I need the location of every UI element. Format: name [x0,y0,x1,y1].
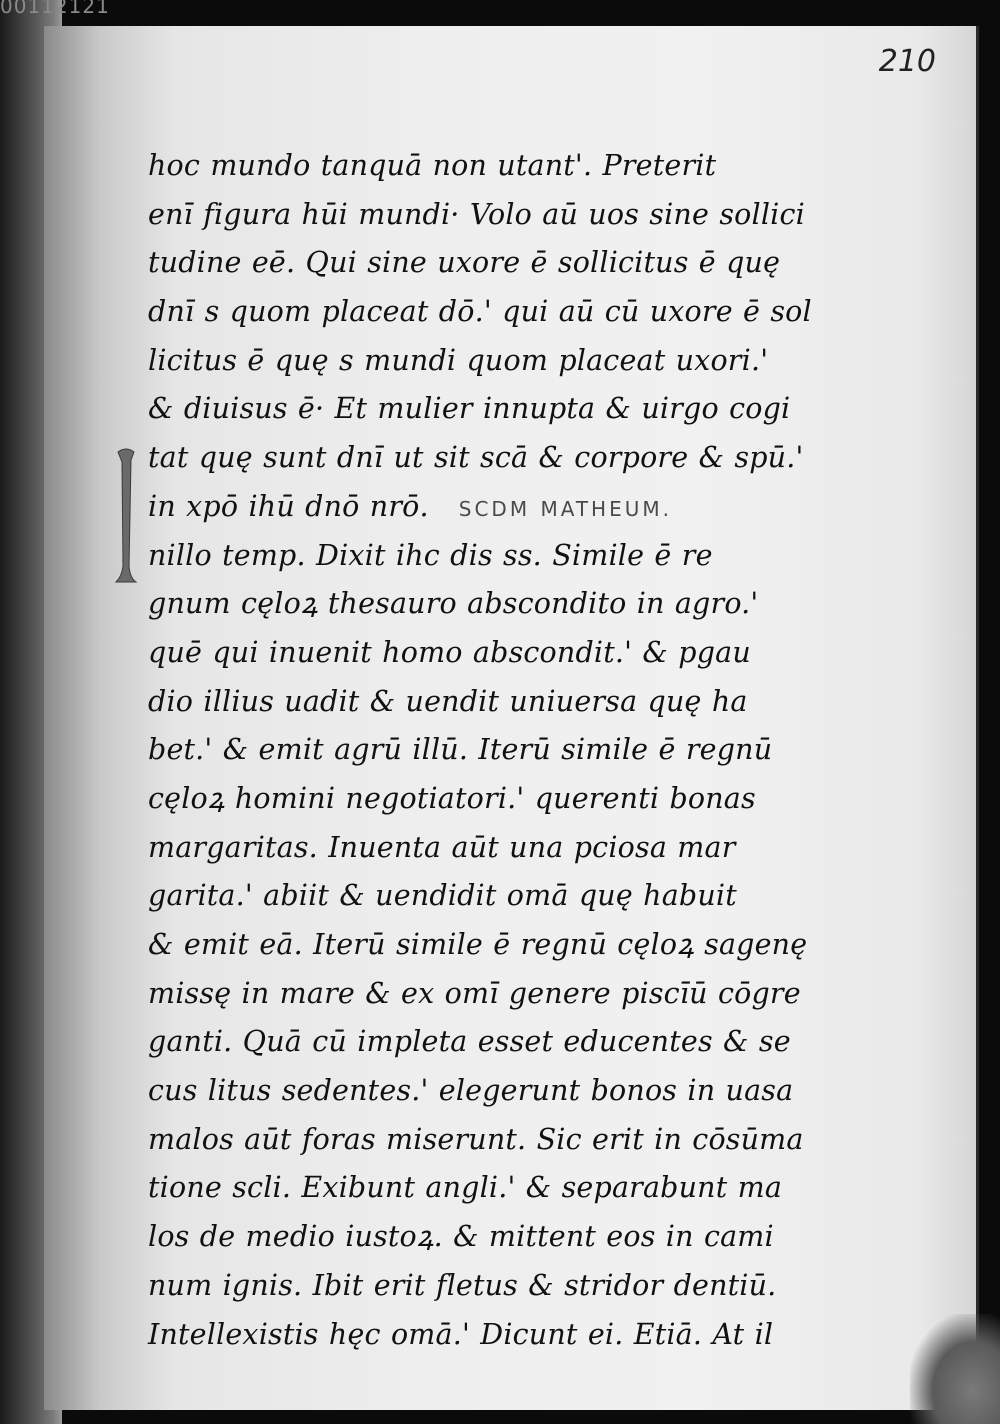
text-line: cęloꝝ homini negotiatori.' querenti bonas [148,781,756,815]
text-line: & emit eā. Iterū simile ē regnū cęloꝝ sagenę [148,928,808,961]
folio-number: 210 [878,44,936,79]
text-line: hoc mundo tanquā non utant'. Preterit [148,149,717,182]
text-line: Intellexistis hęc omā.' Dicunt ei. Etiā. At il [148,1317,774,1351]
text-line: enī figura hūi mundi· Volo aū uos sine sollici [148,197,805,231]
text-line: gnum cęloꝝ thesauro abscondito in agro.' [148,587,759,621]
text-line: & diuisus ē· Et mulier innupta & uirgo cogi [148,392,791,426]
text-line: quē qui inuenit homo abscondit.' & pgau [148,635,751,669]
text-line-with-rubric [148,483,838,532]
decorated-initial-icon [114,446,138,586]
text-line: num ignis. Ibit erit fletus & stridor dentiū. [148,1268,777,1302]
text-line: tat quę sunt dnī ut sit scā & corpore & spū.' [148,441,804,475]
text-block [148,142,838,1359]
text-line: tudine eē. Qui sine uxore ē sollicitus ē quę [148,246,781,280]
text-line: missę in mare & ex omī genere piscīū cōgre [148,976,801,1010]
text-line: garita.' abiit & uendidit omā quę habuit [148,879,737,913]
text-line: cus litus sedentes.' elegerunt bonos in uasa [148,1074,794,1108]
rubric-heading: SCDM MATHEUM. [458,496,672,521]
text-line: dio illius uadit & uendit uniuersa quę ha [148,684,748,718]
text-line: in xpō ihū dnō nrō. [148,489,429,523]
archive-id: 00112121 [0,0,110,18]
manuscript-page [44,26,979,1410]
text-line: malos aūt foras miserunt. Sic erit in cōsūma [148,1122,804,1156]
text-line: margaritas. Inuenta aūt una pciosa mar [148,830,736,864]
text-line: bet.' & emit agrū illū. Iterū simile ē regnū [148,733,773,767]
text-line: nillo temp. Dixit ihc dis ss. Simile ē re [148,538,713,572]
text-line: tione scli. Exibunt angli.' & separabunt ma [148,1171,783,1205]
text-line: dnī s quom placeat dō.' qui aū cū uxore ē sol [148,295,812,329]
text-line: los de medio iustoꝝ. & mittent eos in cami [148,1220,774,1254]
thumb-shadow [910,1314,1000,1424]
text-line: licitus ē quę s mundi quom placeat uxori.' [148,343,769,377]
text-line: ganti. Quā cū impleta esset educentes & se [148,1025,791,1059]
